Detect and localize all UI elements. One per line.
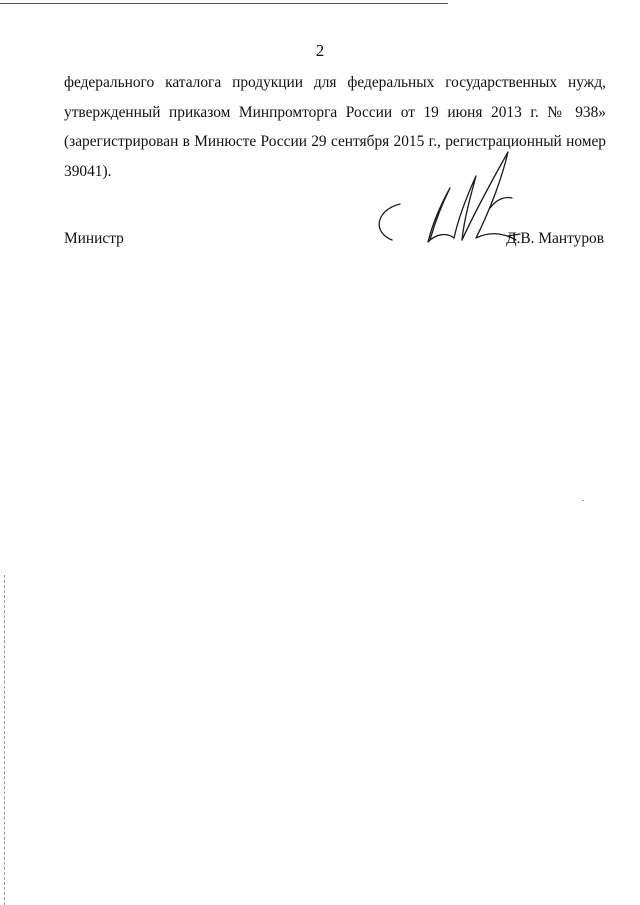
paragraph-line-4: 39041). bbox=[64, 162, 112, 180]
top-border-line bbox=[0, 3, 448, 4]
signatory-name: Д.В. Мантуров bbox=[506, 230, 604, 247]
paragraph-line-2: утвержденный приказом Минпромторга России от 19 июня 2013 г. № 938» bbox=[64, 103, 606, 121]
page-number: 2 bbox=[315, 41, 325, 60]
scan-edge-marks bbox=[4, 575, 5, 905]
signature-row bbox=[64, 228, 604, 252]
paragraph-line-3: (зарегистрирован в Минюсте России 29 сентября 2015 г., регистрационный номер bbox=[64, 133, 606, 150]
signatory-position: Министр bbox=[64, 230, 124, 247]
scan-speck bbox=[582, 500, 584, 501]
paragraph-line-1: федерального каталога продукции для федеральных государственных нужд, bbox=[64, 74, 606, 91]
